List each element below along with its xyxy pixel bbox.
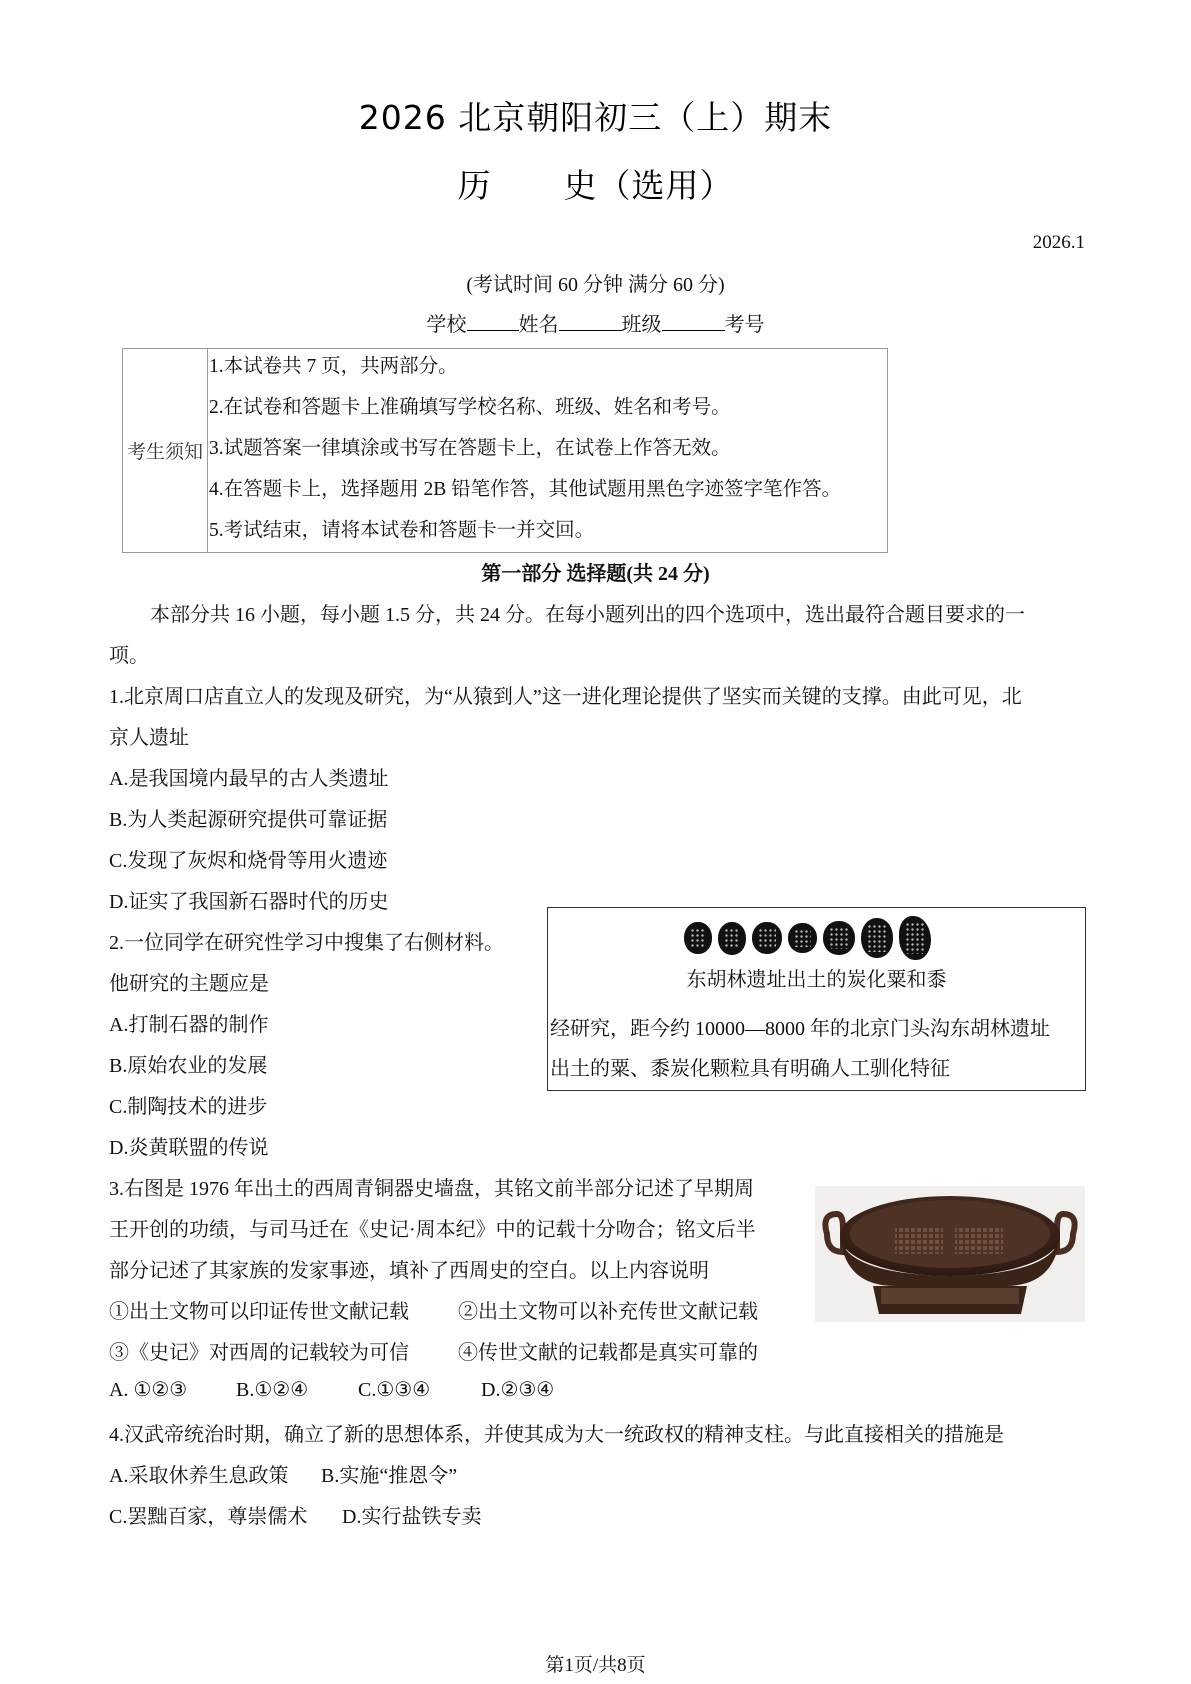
section-intro-cont: 项。	[109, 645, 149, 667]
student-info-fields	[0, 308, 1191, 337]
exam-info: (考试时间 60 分钟 满分 60 分)	[466, 274, 725, 296]
subject-title-right: 史（选用）	[563, 166, 734, 205]
q3-statement-1: ①出土文物可以印证传世文献记载	[109, 1301, 409, 1323]
q2-option-b: B.原始农业的发展	[109, 1055, 268, 1077]
q1-option-b: B.为人类起源研究提供可靠证据	[109, 809, 388, 831]
q3-option-a: A. ①②③	[109, 1379, 188, 1401]
q3-stem: 3.右图是 1976 年出土的西周青铜器史墙盘，其铭文前半部分记述了早期周	[109, 1178, 754, 1200]
q2-material-caption: 东胡林遗址出土的炭化粟和黍	[686, 969, 947, 991]
grain-icon	[752, 922, 782, 954]
field-school-label: 学校	[426, 314, 467, 336]
exam-date: 2026.1	[1032, 232, 1085, 253]
q2-option-a: A.打制石器的制作	[109, 1014, 269, 1036]
notice-item: 1.本试卷共 7 页，共两部分。	[209, 356, 458, 377]
q2-material-text-cont: 出土的粟、黍炭化颗粒具有明确人工驯化特征	[550, 1058, 950, 1080]
notice-item: 5.考试结束，请将本试卷和答题卡一并交回。	[209, 520, 595, 541]
notice-items	[208, 349, 887, 552]
notice-item: 4.在答题卡上，选择题用 2B 铅笔作答，其他试题用黑色字迹签字笔作答。	[209, 479, 842, 500]
bronze-basin-icon	[815, 1186, 1085, 1322]
field-name-blank[interactable]	[559, 312, 622, 331]
field-name-label: 姓名	[518, 314, 559, 336]
q2-option-d: D.炎黄联盟的传说	[109, 1137, 269, 1159]
q2-material-text: 经研究，距今约 10000—8000 年的北京门头沟东胡林遗址	[550, 1018, 1050, 1040]
q4-option-d: D.实行盐铁专卖	[342, 1506, 482, 1528]
q1-option-c: C.发现了灰烬和烧骨等用火遗迹	[109, 850, 388, 872]
q3-option-c: C.①③④	[358, 1379, 431, 1401]
notice-label: 考生须知	[123, 349, 208, 552]
q3-statement-2: ②出土文物可以补充传世文献记载	[458, 1301, 758, 1323]
q1-option-d: D.证实了我国新石器时代的历史	[109, 891, 389, 913]
exam-title: 2026 北京朝阳初三（上）期末	[358, 98, 833, 137]
grain-icon	[718, 922, 746, 955]
q2-stem: 2.一位同学在研究性学习中搜集了右侧材料。	[109, 932, 504, 954]
q2-material-box	[547, 907, 1086, 1091]
field-class-blank[interactable]	[662, 312, 725, 331]
q4-option-b: B.实施“推恩令”	[321, 1465, 458, 1487]
q3-stem-cont2: 部分记述了其家族的发家事迹，填补了西周史的空白。以上内容说明	[109, 1260, 709, 1282]
q3-statement-3: ③《史记》对西周的记载较为可信	[109, 1342, 409, 1364]
grain-icon	[861, 918, 893, 958]
field-id-label: 考号	[724, 314, 765, 336]
q3-stem-cont1: 王开创的功绩，与司马迁在《史记·周本纪》中的记载十分吻合；铭文后半	[109, 1219, 756, 1241]
section-intro: 本部分共 16 小题，每小题 1.5 分，共 24 分。在每小题列出的四个选项中，选出最符合题目要求的一	[150, 604, 1025, 626]
notice-item: 2.在试卷和答题卡上准确填写学校名称、班级、姓名和考号。	[209, 397, 731, 418]
q3-option-b: B.①②④	[236, 1379, 309, 1401]
q2-stem-cont: 他研究的主题应是	[109, 973, 269, 995]
grain-icon	[823, 921, 855, 955]
grain-icon	[788, 923, 817, 953]
q3-option-d: D.②③④	[481, 1379, 555, 1401]
notice-table	[122, 348, 888, 553]
q4-option-a: A.采取休养生息政策	[109, 1465, 289, 1487]
q1-option-a: A.是我国境内最早的古人类遗址	[109, 768, 389, 790]
subject-title	[0, 160, 1191, 207]
q1-stem: 1.北京周口店直立人的发现及研究，为“从猿到人”这一进化理论提供了坚实而关键的支撑。由此可见，北	[109, 686, 1022, 708]
subject-title-left: 历	[457, 166, 492, 205]
q4-option-c: C.罢黜百家，尊崇儒术	[109, 1506, 308, 1528]
q1-stem-cont: 京人遗址	[109, 727, 189, 749]
grain-icon	[899, 916, 931, 960]
q4-stem: 4.汉武帝统治时期，确立了新的思想体系，并使其成为大一统政权的精神支柱。与此直接相关的措施是	[109, 1424, 1004, 1446]
section-title: 第一部分 选择题(共 24 分)	[481, 563, 710, 585]
grain-icon	[684, 922, 712, 954]
carbonized-grains-image	[684, 916, 931, 960]
field-class-label: 班级	[621, 314, 662, 336]
notice-item: 3.试题答案一律填涂或书写在答题卡上，在试卷上作答无效。	[209, 438, 731, 459]
q3-statement-4: ④传世文献的记载都是真实可靠的	[458, 1342, 758, 1364]
page-number: 第1页/共8页	[545, 1655, 646, 1676]
field-school-blank[interactable]	[467, 312, 519, 331]
q2-option-c: C.制陶技术的进步	[109, 1096, 268, 1118]
bronze-basin-image	[815, 1186, 1085, 1322]
